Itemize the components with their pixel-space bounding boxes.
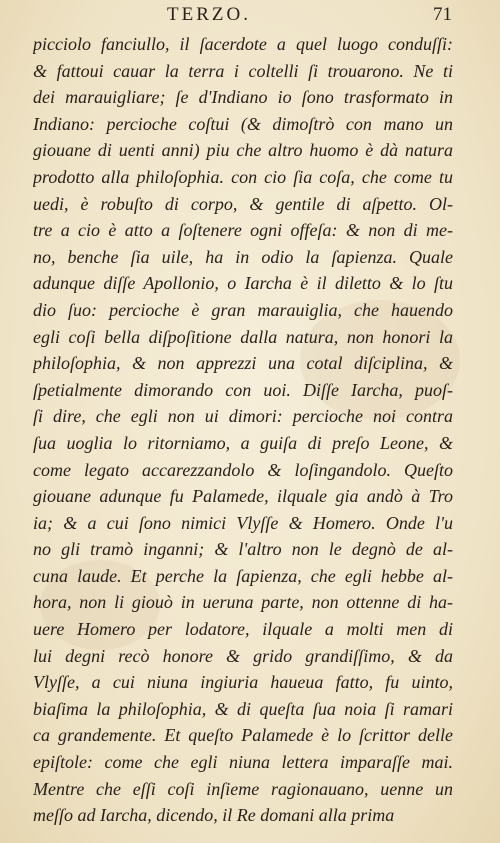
text-line: ſpetialmente dimorando con uoi. Diſſe Iarcha, puoſ- <box>33 379 453 400</box>
text-line: no, benche ſia uile, ha in odio la ſapienza. Quale <box>33 246 453 267</box>
text-line: epiſtole: come che egli niuna lettera imparaſſe mai. <box>33 752 453 773</box>
text-line: picciolo fanciullo, il ſacerdote a quel luogo conduſſi: <box>33 34 453 54</box>
text-line: giouane adunque fu Palamede, ilquale gia andò à Tro <box>33 486 453 507</box>
text-line: Indiano: percioche coſtui (& dimoſtrò con mano un <box>33 113 453 134</box>
text-line: tre a cio è atto a ſoſtenere ogni offeſa: & non di me- <box>33 220 453 241</box>
body-text <box>33 31 453 829</box>
running-head: TERZO. <box>167 4 251 25</box>
page-header <box>0 4 500 28</box>
text-line: dio ſuo: percioche è gran marauiglia, che hauendo <box>33 299 453 320</box>
text-line: egli coſi bella diſpoſitione dalla natura, non honori la <box>33 326 453 347</box>
text-line: ſi dire, che egli non ui dimori: percioche noi contra <box>33 406 453 427</box>
text-line: ca grandemente. Et queſto Palamede è lo ſcrittor delle <box>33 725 453 746</box>
text-line: uere Homero per lodatore, ilquale a molti men di <box>33 619 453 640</box>
text-line: adunque diſſe Apollonio, o Iarcha è il diletto & lo ſtu <box>33 273 453 294</box>
text-line: ſua uoglia lo ritorniamo, a guiſa di preſo Leone, & <box>33 432 453 453</box>
text-line: & fattoui cauar la terra i coltelli ſi trouarono. Ne ti <box>33 60 453 81</box>
text-line: dei marauigliare; ſe d'Indiano io ſono trasformato in <box>33 87 453 108</box>
text-line: philoſophia, & non apprezzi una cotal diſciplina, & <box>33 353 453 374</box>
text-line: cuna laude. Et perche la ſapienza, che egli hebbe al- <box>33 565 453 586</box>
text-line: hora, non li giouò in ueruna parte, non ottenne di ha- <box>33 592 453 613</box>
page-number: 71 <box>433 4 452 25</box>
text-line: come legato accarezzandolo & loſingandolo. Queſto <box>33 459 453 480</box>
text-line: lui degni recò honore & grido grandiſſimo, & da <box>33 645 453 666</box>
text-line: Mentre che eſſi coſi inſieme ragionauano, uenne un <box>33 778 453 799</box>
text-line: biaſima la philoſophia, & di queſta ſua noia ſi ramari <box>33 698 453 719</box>
text-line: ia; & a cui ſono nimici Vlyſſe & Homero. Onde l'u <box>33 512 453 533</box>
text-line: uedi, è robuſto di corpo, & gentile di aſpetto. Ol- <box>33 193 453 214</box>
text-line: prodotto alla philoſophia. con cio ſia coſa, che come tu <box>33 166 453 187</box>
text-line: giouane di uenti anni) piu che altro huomo è dà natura <box>33 140 453 161</box>
text-line: Vlyſſe, a cui niuna ingiuria haueua fatto, fu uinto, <box>33 672 453 693</box>
text-line: no gli tramò inganni; & l'altro non le degnò de al- <box>33 539 453 560</box>
text-line: meſſo ad Iarcha, dicendo, il Re domani alla prima <box>33 805 395 826</box>
